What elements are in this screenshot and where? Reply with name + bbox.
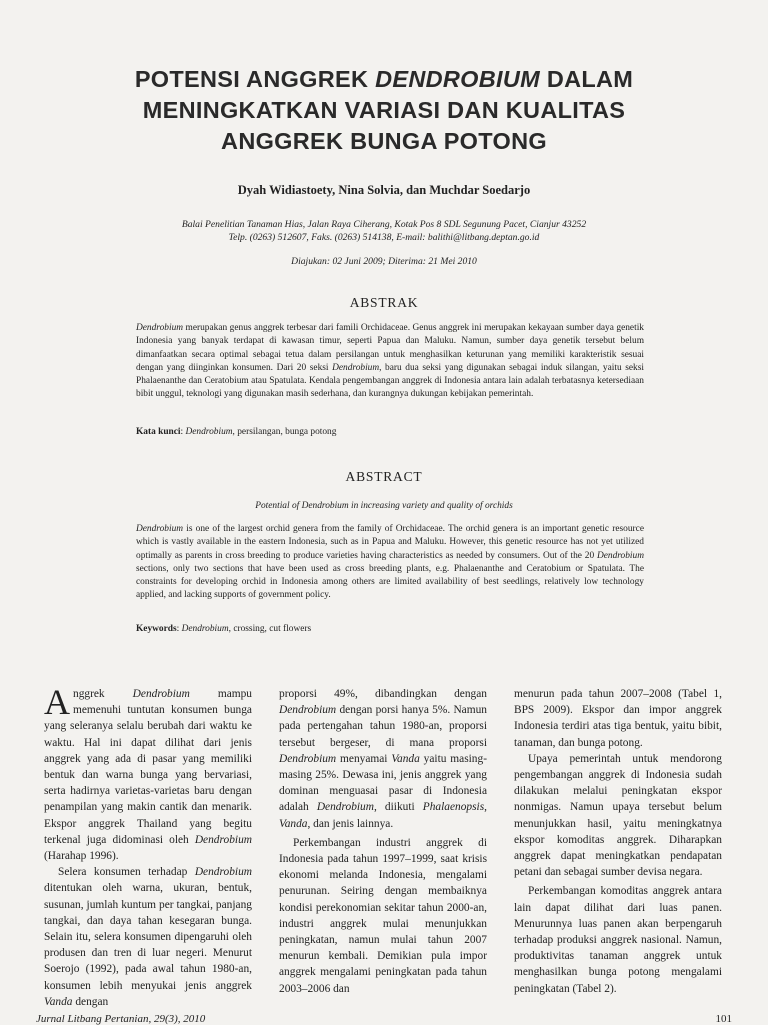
abstract-text: Dendrobium is one of the largest orchid genera from the family of Orchidaceae. The orchid genera is an important genetic resource which is vastly available in the eastern Indonesia, such as in Papua and Maluku. However, this genetic resource has not yet utilized optimally as parents in cross breeding to produce varieties having characteristics as needed by consumers. Out of the 20 Dendrobium sections, only two sections that have been used as cross breeding plants, e.g. Phalaenanthe and Ceratobium or Spatulata. The constraints for developing orchid in Indonesia among others are limited availability of best seedlings, relatively low technology applied, and lacking supports of government policy. <box>136 524 644 601</box>
body-paragraph: Anggrek Dendrobium mampu memenuhi tuntutan konsumen bunga yang seleranya selalu berubah dari waktu ke waktu. Hal ini dapat dilihat dari jenis anggrek yang ada di pasar yang memiliki bentuk dan warna bunga yang bervariasi, serta hadirnya varietas-varietas baru dengan penampilan yang makin cantik dan menarik. Ekspor anggrek Thailand yang begitu terkenal juga didominasi oleh Dendrobium (Harahap 1996). <box>44 682 253 863</box>
affiliation-contact: Telp. (0263) 512607, Faks. (0263) 514138, E-mail: balithi@litbang.deptan.go.id <box>228 232 540 243</box>
abstract-keywords: Keywords: Dendrobium, crossing, cut flowers <box>136 624 312 634</box>
body-paragraph: menurun pada tahun 2007–2008 (Tabel 1, BPS 2009). Ekspor dan impor anggrek Indonesia terdiri atas tiga bentuk, yaitu bibit, tanaman, dan bunga potong. <box>514 688 722 749</box>
affiliation-address: Balai Penelitian Tanaman Hias, Jalan Raya Ciherang, Kotak Pos 8 SDL Segunung Pacet, Cianjur 43252 <box>181 219 587 230</box>
title-line-1: POTENSI ANGGREK DENDROBIUM DALAM <box>134 66 634 92</box>
submission-dates: Diajukan: 02 Juni 2009; Diterima: 21 Mei 2010 <box>291 256 477 267</box>
abstract-heading: ABSTRACT <box>345 469 423 484</box>
journal-footer: Jurnal Litbang Pertanian, 29(3), 2010 <box>36 1013 206 1025</box>
body-column-3 <box>514 686 722 997</box>
drop-cap: A <box>44 682 70 722</box>
title-line-2: MENINGKATKAN VARIASI DAN KUALITAS <box>142 97 626 123</box>
title-line-3: ANGGREK BUNGA POTONG <box>221 128 547 154</box>
authors: Dyah Widiastoety, Nina Solvia, dan Muchdar Soedarjo <box>237 183 531 197</box>
body-paragraph: Selera konsumen terhadap Dendrobium ditentukan oleh warna, ukuran, bentuk, susunan, jumlah kuntum per tangkai, panjang tangkai, dan daya tahan kesegaran bunga. Selain itu, selera konsumen dipengaruhi oleh produsen dan tren di luar negeri. Menurut Soerojo (1992), pada awal tahun 1980-an, konsumen lebih menyukai jenis anggrek Vanda dengan <box>44 866 252 1008</box>
abstrak-heading: ABSTRAK <box>349 295 419 310</box>
page-number: 101 <box>715 1013 732 1025</box>
body-paragraph: proporsi 49%, dibandingkan dengan Dendrobium dengan porsi hanya 5%. Namun pada pertengahan tahun 1980-an, proporsi tersebut bergeser, di mana proporsi Dendrobium menyamai Vanda yaitu masing-masing 25%. Dewasa ini, jenis anggrek yang dominan menguasai pasar di Indonesia adalah Dendrobium, diikuti Phalaenopsis, Vanda, dan jenis lainnya. <box>279 688 487 830</box>
body-paragraph: Perkembangan komoditas anggrek antara lain dapat dilihat dari luas panen. Menurunnya luas panen akan berpengaruh terhadap produksi anggrek nasional. Namun, produktivitas tanaman anggrek untuk menghasilkan bunga potong mengalami peningkatan (Tabel 2). <box>514 885 722 995</box>
abstrak-keywords: Kata kunci: Dendrobium, persilangan, bunga potong <box>136 427 337 437</box>
abstrak-text: Dendrobium merupakan genus anggrek terbesar dari famili Orchidaceae. Genus anggrek ini merupakan kekayaan sumber daya genetik Indonesia yang banyak terdapat di kawasan timur, seperti Papua dan Maluku. Namun, sumber daya genetik tersebut belum dimanfaatkan secara optimal sebagai tetua dalam persilangan untuk menghasilkan keturunan yang memiliki karakteristik sesuai dengan yang diinginkan konsumen. Dari 20 seksi Dendrobium, baru dua seksi yang digunakan sebagai induk silangan, yaitu seksi Phalaenanthe dan Ceratobium atau Spatulata. Kendala pengembangan anggrek di Indonesia antara lain adalah terbatasnya ketersediaan bibit unggul, teknologi yang digunakan masih sederhana, dan kurangnya dukungan kebijakan pemerintah. <box>136 323 644 400</box>
body-paragraph: Upaya pemerintah untuk mendorong pengembangan anggrek di Indonesia sudah dilakukan melalui peningkatan ekspor nonmigas. Namun upaya tersebut belum menunjukkan hasil, yaitu meningkatnya ekspor komoditas anggrek. Diharapkan anggrek dapat meningkatkan pendapatan petani dan sebagai sumber devisa negara. <box>514 752 722 879</box>
body-column-1 <box>44 682 253 1010</box>
title-genus: DENDROBIUM <box>375 66 540 92</box>
body-column-2 <box>279 686 487 997</box>
body-paragraph: Perkembangan industri anggrek di Indonesia pada tahun 1997–1999, saat krisis ekonomi melanda Indonesia, mengalami penurunan. Seiring dengan membaiknya kondisi perekonomian sekitar tahun 2000-an, industri anggrek mulai menunjukkan peningkatan, namun mulai tahun 2007 menurun kembali. Demikian pula impor anggrek mengalami peningkatan pada tahun 2003–2006 dan <box>279 836 487 995</box>
abstract-subtitle: Potential of Dendrobium in increasing variety and quality of orchids <box>255 501 513 511</box>
article-title <box>60 64 708 157</box>
affiliation <box>100 218 668 244</box>
